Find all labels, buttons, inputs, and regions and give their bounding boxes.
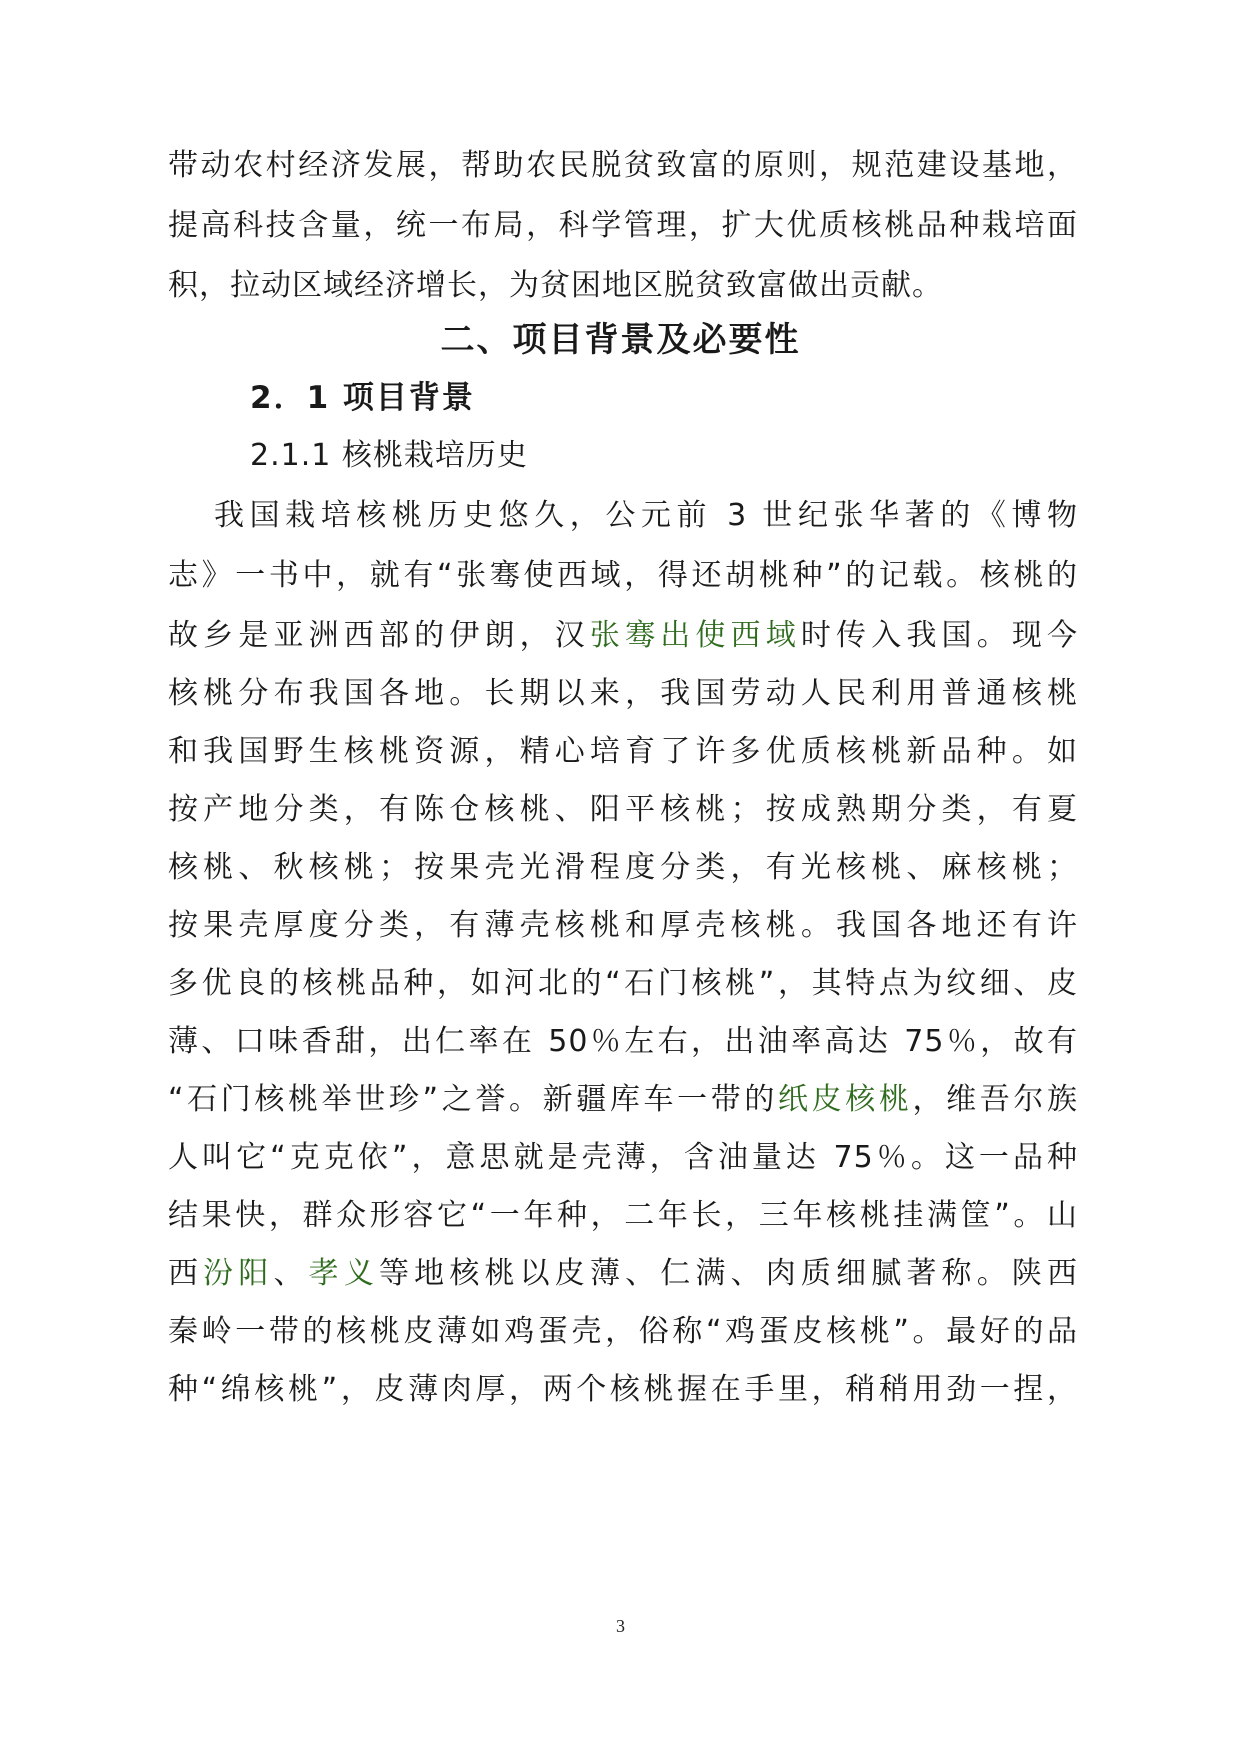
body-line-15: 秦岭一带的核桃皮薄如鸡蛋壳，俗称“鸡蛋皮核桃”。最好的品 — [168, 1314, 1078, 1349]
body-line-11-text-a: “石门核桃举世珍”之誉。新疆库车一带的 — [168, 1082, 778, 1117]
link-paper-walnut[interactable]: 纸皮核桃 — [777, 1082, 913, 1117]
body-line-2: 志》一书中，就有“张骞使西域，得还胡桃种”的记载。核桃的 — [168, 558, 1078, 593]
body-line-16: 种“绵核桃”，皮薄肉厚，两个核桃握在手里，稍稍用劲一捏， — [168, 1372, 1078, 1407]
body-line-11-text-b: ，维吾尔族 — [912, 1082, 1079, 1117]
intro-line-2: 提高科技含量，统一布局，科学管理，扩大优质核桃品种栽培面 — [168, 208, 1078, 243]
body-line-4: 核桃分布我国各地。长期以来，我国劳动人民利用普通核桃 — [168, 676, 1078, 711]
body-line-1: 我国栽培核桃历史悠久，公元前 3 世纪张华著的《博物 — [214, 498, 1078, 533]
body-line-14-sep: 、 — [273, 1256, 309, 1291]
body-line-3-text-a: 故乡是亚洲西部的伊朗，汉 — [168, 618, 590, 653]
link-fenyang[interactable]: 汾阳 — [203, 1256, 274, 1291]
page-number: 3 — [616, 1616, 625, 1636]
body-line-12: 人叫它“克克依”，意思就是壳薄，含油量达 75％。这一品种 — [168, 1140, 1078, 1175]
body-line-14-text-a: 西 — [168, 1256, 204, 1291]
link-xiaoyi[interactable]: 孝义 — [308, 1256, 379, 1291]
body-line-3 — [168, 616, 1078, 656]
body-line-9: 多优良的核桃品种，如河北的“石门核桃”，其特点为纹细、皮 — [168, 966, 1078, 1001]
body-line-5: 和我国野生核桃资源，精心培育了许多优质核桃新品种。如 — [168, 734, 1078, 769]
subsubsection-title: 2.1.1 核桃栽培历史 — [250, 438, 528, 473]
body-line-13: 结果快，群众形容它“一年种，二年长，三年核桃挂满筐”。山 — [168, 1198, 1078, 1233]
body-line-14 — [168, 1254, 1078, 1294]
body-line-3-text-b: 时传入我国。现今 — [800, 618, 1079, 653]
section-title: 二、项目背景及必要性 — [440, 320, 801, 360]
body-line-8: 按果壳厚度分类，有薄壳核桃和厚壳核桃。我国各地还有许 — [168, 908, 1078, 943]
intro-line-3: 积，拉动区域经济增长，为贫困地区脱贫致富做出贡献。 — [168, 268, 943, 303]
body-line-10: 薄、口味香甜，出仁率在 50％左右，出油率高达 75％，故有 — [168, 1024, 1078, 1059]
link-zhang-qian[interactable]: 张骞出使西域 — [589, 618, 801, 653]
subsection-title: 2．1 项目背景 — [250, 380, 475, 416]
body-line-14-text-b: 等地核桃以皮薄、仁满、肉质细腻著称。陕西 — [379, 1256, 1079, 1291]
intro-line-1: 带动农村经济发展，帮助农民脱贫致富的原则，规范建设基地， — [168, 148, 1078, 183]
body-line-7: 核桃、秋核桃；按果壳光滑程度分类，有光核桃、麻核桃； — [168, 850, 1078, 885]
body-line-11 — [168, 1080, 1078, 1120]
body-line-6: 按产地分类，有陈仓核桃、阳平核桃；按成熟期分类，有夏 — [168, 792, 1078, 827]
